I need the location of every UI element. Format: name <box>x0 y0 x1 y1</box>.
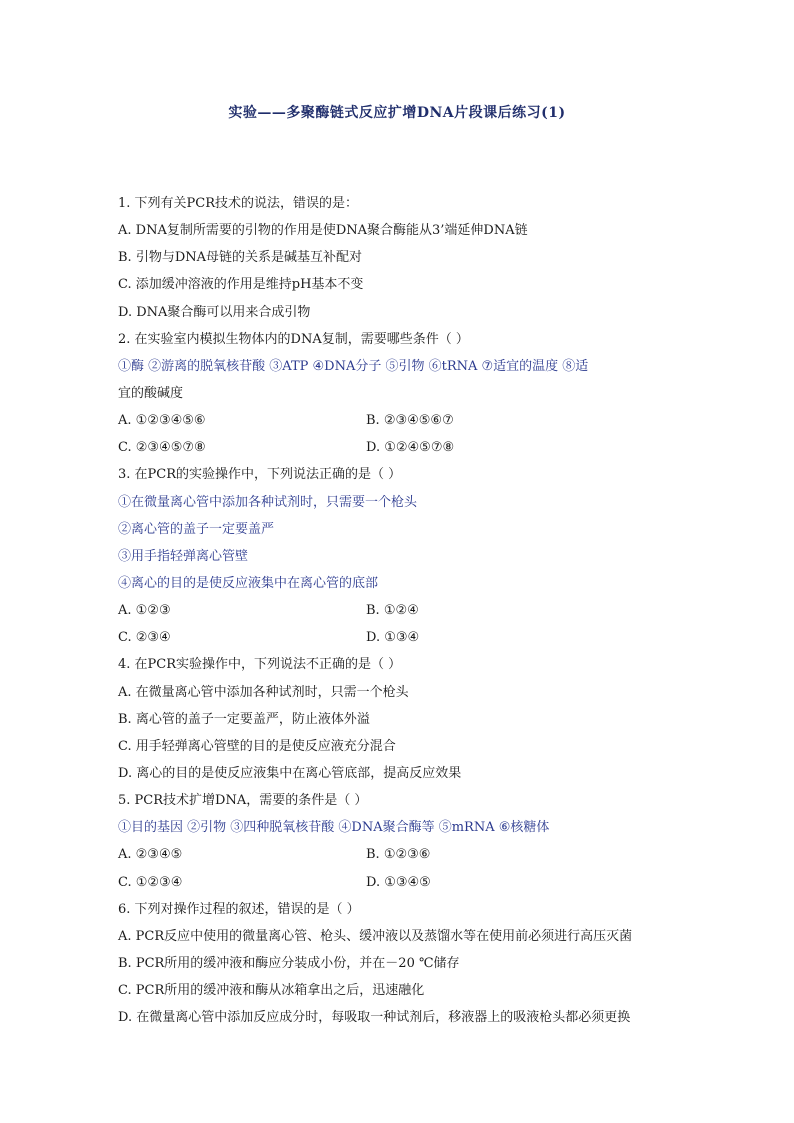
q1-option-a: A. DNA复制所需要的引物的作用是使DNA聚合酶能从3’端延伸DNA链 <box>118 223 528 239</box>
q5-options-row2 <box>118 869 678 896</box>
q5-option-c: C. ①②③④ <box>118 874 183 890</box>
document-title: 实验——多聚酶链式反应扩增DNA片段课后练习(1) <box>228 105 566 121</box>
q2-option-d: D. ①②④⑤⑦⑧ <box>366 440 455 456</box>
q3-statement-2: ②离心管的盖子一定要盖严 <box>118 521 275 537</box>
q4-option-d: D. 离心的目的是使反应液集中在离心管底部，提高反应效果 <box>118 765 462 781</box>
q3-option-d: D. ①③④ <box>366 630 420 646</box>
q6-option-b: B. PCR所用的缓冲液和酶应分装成小份，并在－20 ℃储存 <box>118 955 460 971</box>
q2-options-row2 <box>118 434 678 461</box>
q5-options-row1 <box>118 841 678 868</box>
q3-options-row2 <box>118 624 678 651</box>
question-list <box>118 190 678 1031</box>
q2-items-line2: 宜的酸碱度 <box>118 385 184 401</box>
q3-stem: 3. 在PCR的实验操作中，下列说法正确的是（ ） <box>118 467 402 483</box>
q6-stem: 6. 下列对操作过程的叙述，错误的是（ ） <box>118 901 360 917</box>
q6-option-d: D. 在微量离心管中添加反应成分时，每吸取一种试剂后，移液器上的吸液枪头都必须更换 <box>118 1010 631 1026</box>
q3-option-a: A. ①②③ <box>118 603 171 619</box>
q2-option-a: A. ①②③④⑤⑥ <box>118 413 206 429</box>
q5-option-b: B. ①②③⑥ <box>366 847 431 863</box>
q5-stem: 5. PCR技术扩增DNA，需要的条件是（ ） <box>118 793 368 809</box>
q3-statement-3: ③用手指轻弹离心管壁 <box>118 548 249 564</box>
q2-items-line1: ①酶 ②游离的脱氧核苷酸 ③ATP ④DNA分子 ⑤引物 ⑥tRNA ⑦适宜的温度 ⑧适 <box>118 358 589 374</box>
q1-stem: 1. 下列有关PCR技术的说法，错误的是： <box>118 196 359 211</box>
q1-option-b: B. 引物与DNA母链的关系是碱基互补配对 <box>118 250 363 266</box>
q2-option-c: C. ②③④⑤⑦⑧ <box>118 440 206 456</box>
q3-statement-4: ④离心的目的是使反应液集中在离心管的底部 <box>118 575 379 591</box>
q3-options-row1 <box>118 597 678 624</box>
q2-options-row1 <box>118 407 678 434</box>
q4-option-c: C. 用手轻弹离心管壁的目的是使反应液充分混合 <box>118 738 396 754</box>
q5-option-d: D. ①③④⑤ <box>366 874 431 890</box>
q6-option-a: A. PCR反应中使用的微量离心管、枪头、缓冲液以及蒸馏水等在使用前必须进行高压灭菌 <box>118 928 633 944</box>
q2-stem: 2. 在实验室内模拟生物体内的DNA复制，需要哪些条件（ ） <box>118 331 469 347</box>
q6-option-c: C. PCR所用的缓冲液和酶从冰箱拿出之后，迅速融化 <box>118 983 425 999</box>
q4-option-a: A. 在微量离心管中添加各种试剂时，只需一个枪头 <box>118 684 409 700</box>
q3-option-b: B. ①②④ <box>366 603 419 619</box>
q4-stem: 4. 在PCR实验操作中，下列说法不正确的是（ ） <box>118 657 402 673</box>
q1-option-c: C. 添加缓冲溶液的作用是维持pH基本不变 <box>118 277 364 293</box>
q1-option-d: D. DNA聚合酶可以用来合成引物 <box>118 304 311 320</box>
q5-option-a: A. ②③④⑤ <box>118 847 183 863</box>
q5-items: ①目的基因 ②引物 ③四种脱氧核苷酸 ④DNA聚合酶等 ⑤mRNA ⑥核糖体 <box>118 820 550 836</box>
q3-statement-1: ①在微量离心管中添加各种试剂时，只需要一个枪头 <box>118 494 418 510</box>
q2-option-b: B. ②③④⑤⑥⑦ <box>366 413 454 429</box>
q3-option-c: C. ②③④ <box>118 630 171 646</box>
q4-option-b: B. 离心管的盖子一定要盖严，防止液体外溢 <box>118 711 370 727</box>
